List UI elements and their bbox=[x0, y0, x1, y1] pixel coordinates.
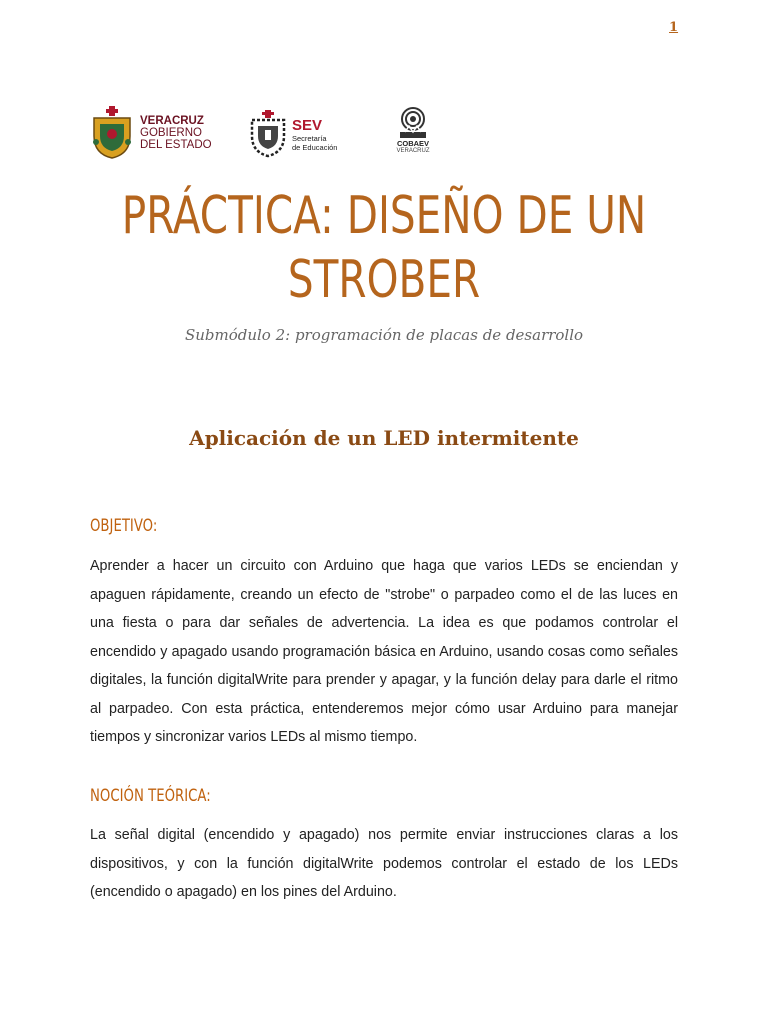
sev-line2: de Educación bbox=[292, 143, 338, 152]
page-subtitle: Submódulo 2: programación de placas de desarrollo bbox=[184, 326, 584, 344]
theory-text: La señal digital (encendido y apagado) nos permite enviar instrucciones claras a los dispositivos, y con la función digitalWrite podemos controlar el estado de los LEDs (encendido o apagado) en los pines del Arduino. bbox=[90, 827, 678, 900]
veracruz-name: VERACRUZ bbox=[140, 115, 204, 127]
section-heading: Aplicación de un LED intermitente bbox=[189, 426, 579, 450]
cobaev-sub: VERACRUZ bbox=[396, 148, 430, 154]
sev-logo bbox=[248, 110, 337, 160]
theory-label: NOCIÓN TEÓRICA: bbox=[90, 786, 211, 806]
cobaev-spiral-icon bbox=[396, 106, 430, 140]
sev-shield-icon bbox=[248, 110, 288, 160]
sev-name: SEV bbox=[292, 117, 323, 134]
cobaev-name: COBAEV bbox=[396, 139, 430, 148]
cobaev-logo bbox=[396, 106, 430, 155]
logo-bar bbox=[90, 106, 490, 164]
veracruz-line3: DEL ESTADO bbox=[140, 139, 212, 151]
objective-label: OBJETIVO: bbox=[90, 516, 158, 536]
sev-line1: Secretaría bbox=[292, 134, 327, 143]
page-number: 1 bbox=[669, 20, 679, 35]
veracruz-line2: GOBIERNO bbox=[140, 127, 202, 139]
page-title: PRÁCTICA: DISEÑO DE UN STROBER bbox=[121, 186, 647, 310]
objective-text: Aprender a hacer un circuito con Arduino que haga que varios LEDs se enciendan y apaguen rápidamente, creando un efecto de "strobe" o parpadeo como el de las luces en una fiesta o para dar señales de advertencia. La idea es que podamos controlar el encendido y apagado usando programación básica en Arduino, usando cosas como señales digitales, la función digitalWrite para prender y apagar, y la función delay para darle el ritmo al parpadeo. Con esta práctica, entenderemos mejor cómo usar Arduino para manejar tiempos y sincronizar varios LEDs al mismo tiempo. bbox=[90, 558, 678, 745]
veracruz-logo bbox=[90, 106, 212, 160]
veracruz-shield-icon bbox=[90, 106, 134, 160]
